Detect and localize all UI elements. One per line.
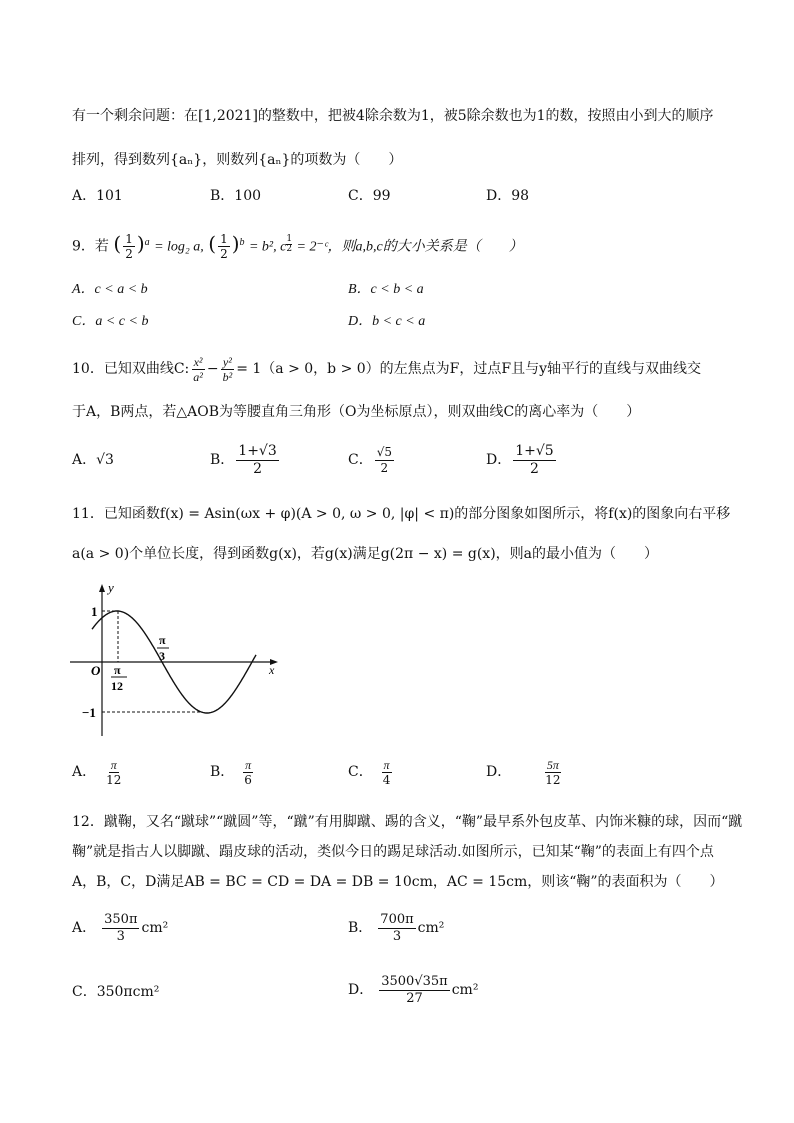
q9-mid: = log₂ a, <box>154 239 204 255</box>
q10-minus: − <box>206 361 219 377</box>
q9-option-d: D．b < c < a <box>348 314 426 329</box>
q12-stem-line3: A，B，C，D满足AB = BC = CD = DA = DB = 10cm，AC = 15cm，则该“鞠”的表面积为（ ） <box>72 874 724 890</box>
q10-option-c: C． $\frac{√5}{2}$ <box>348 444 392 475</box>
q12-option-c: C．350πcm² <box>72 984 160 1000</box>
pi3-den: 3 <box>159 649 165 663</box>
q9-paren-close: ) <box>136 231 145 256</box>
q12-option-b: B． $\frac{700\pi}{3}$ cm² <box>348 911 445 944</box>
q11-function-graph <box>70 578 290 738</box>
q9-paren-open: ( <box>113 231 122 256</box>
q9-exp-a: a <box>144 237 150 248</box>
q9-stem <box>72 228 523 263</box>
q9-prefix: 9．若 <box>72 238 109 255</box>
q10-option-d: D． $\frac{1+√5}{2}$ <box>486 442 554 477</box>
q8-option-a: A．101 <box>72 188 123 204</box>
q10-option-b: B． $\frac{1+√3}{2}$ <box>210 442 277 477</box>
q8-option-c: C．99 <box>348 188 391 204</box>
q10-frac-y: $\frac{\text{y²}}{\text{b²}}$ <box>222 354 233 384</box>
q11-option-b: B． $\frac{\pi}{6}$ <box>210 757 252 787</box>
q10-stem <box>72 352 701 386</box>
x-axis-label: x <box>269 663 275 677</box>
q9-paren-open-2: ( <box>208 231 217 256</box>
q12-stem-line1: 12．蹴鞠，又名“蹴球”“蹴圆”等，“蹴”有用脚蹴、踢的含义，“鞠”最早系外包皮革、内饰米糠的球，因而“蹴 <box>72 814 743 830</box>
q9-mid3: = 2⁻ᶜ，则a,b,c的大小关系是（ ） <box>296 239 523 255</box>
q10-prefix: 10．已知双曲线C: <box>72 361 190 377</box>
q8-stem-line1: 有一个剩余问题：在[1,2021]的整数中，把被4除余数为1，被5除余数也为1的数，按照由小到大的顺序 <box>72 108 714 124</box>
y-axis-label: y <box>108 580 114 595</box>
q8-stem-line2: 排列，得到数列{aₙ}，则数列{aₙ}的项数为（ ） <box>72 152 403 168</box>
q9-option-c: C．a < c < b <box>72 314 149 329</box>
q10-stem-line2: 于A，B两点，若△AOB为等腰直角三角形（O为坐标原点），则双曲线C的离心率为（ ） <box>72 404 641 420</box>
q11-option-d: D． $\frac{5\pi}{12}$ <box>486 757 561 787</box>
q9-option-b: B．c < b < a <box>348 282 424 297</box>
q9-paren-close-2: ) <box>231 231 240 256</box>
q11-option-a: A． $\frac{\pi}{12}$ <box>72 757 122 787</box>
q10-frac-x: $\frac{\text{x²}}{\text{a²}}$ <box>193 354 203 384</box>
q9-half-2: $\frac{1}{2}$ <box>220 232 228 262</box>
pi12-num: π <box>114 663 121 677</box>
q12-option-d: D． $\frac{3500√35\pi}{27}$ cm² <box>348 973 479 1006</box>
y-axis-arrow-icon <box>99 584 105 592</box>
q12-option-a: A． $\frac{350\pi}{3}$ cm² <box>72 911 169 944</box>
pi12-den: 12 <box>111 679 123 693</box>
q11-stem-line2: a(a > 0)个单位长度，得到函数g(x)，若g(x)满足g(2π − x) = g(x)，则a的最小值为（ ） <box>72 546 658 562</box>
q9-option-a: A．c < a < b <box>72 282 148 297</box>
q12-stem-line2: 鞠”就是指古人以脚蹴、蹋皮球的活动，类似今日的踢足球活动.如图所示，已知某“鞠”的表面上有四个点 <box>72 844 714 860</box>
q10-cond: = 1（a > 0，b > 0）的左焦点为F，过点F且与y轴平行的直线与双曲线交 <box>236 361 702 377</box>
q10-option-a: A．√3 <box>72 452 114 468</box>
q8-option-d: D．98 <box>486 188 530 204</box>
q11-option-c: C． $\frac{\pi}{4}$ <box>348 757 391 787</box>
q9-exp-half: 1 2 <box>286 233 293 254</box>
pi3-num: π <box>159 633 166 647</box>
q9-exp-b: b <box>239 237 245 248</box>
origin-label: O <box>91 663 101 678</box>
tick-minus1-label: −1 <box>82 705 96 720</box>
q9-mid2: = b², c <box>248 239 287 255</box>
q11-stem-line1: 11．已知函数f(x) = Asin(ωx + φ)(A > 0, ω > 0, |φ| < π)的部分图象如图所示，将f(x)的图象向右平移 <box>72 506 731 522</box>
tick-1-label: 1 <box>91 604 98 619</box>
q8-option-b: B．100 <box>210 188 262 204</box>
q9-half-1: $\frac{1}{2}$ <box>125 232 133 262</box>
